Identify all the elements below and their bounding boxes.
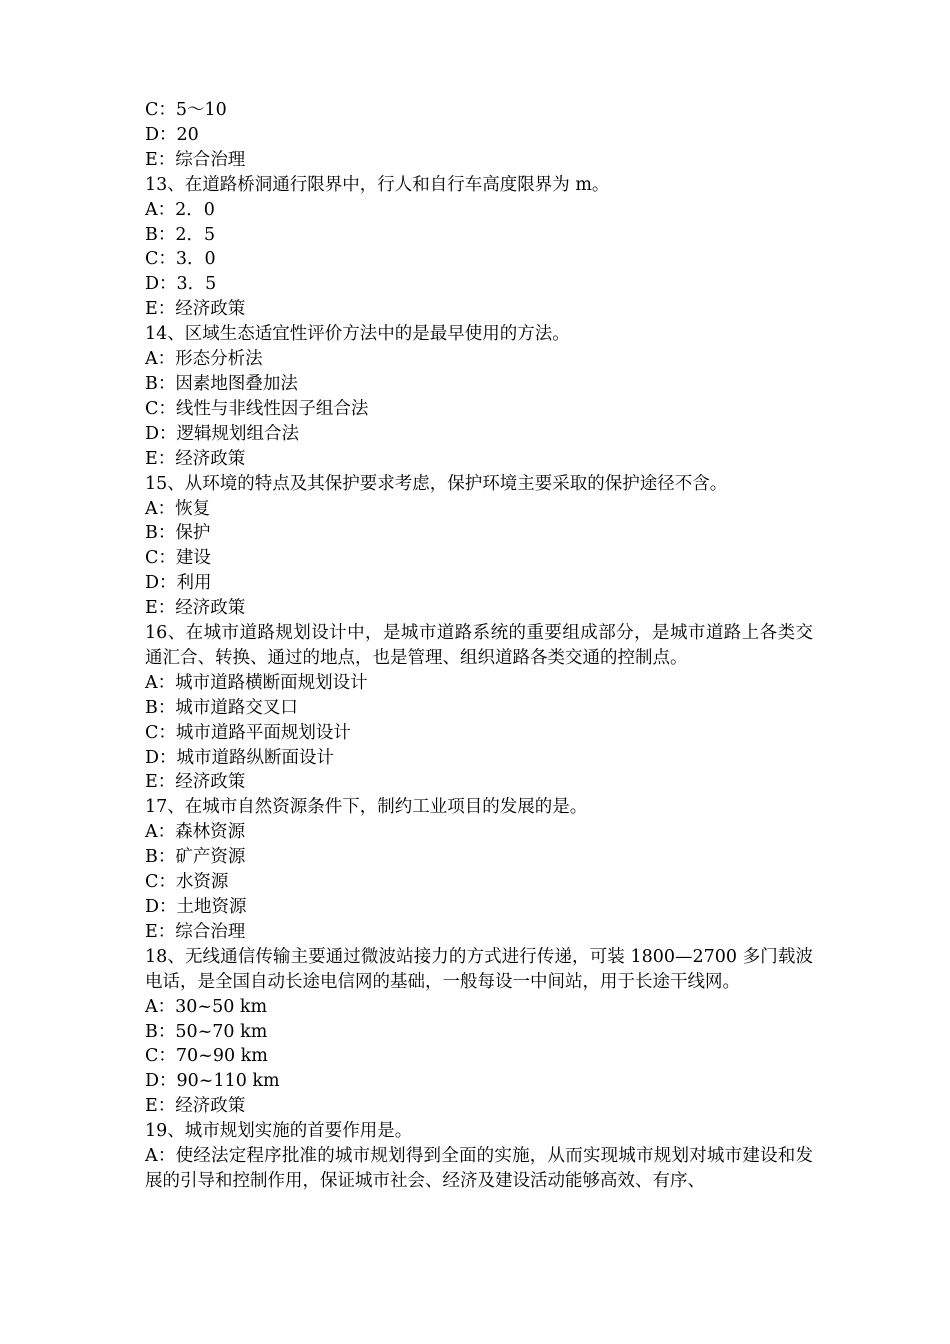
option-e: E：经济政策 [145,299,246,320]
option-b: B：因素地图叠加法 [145,373,298,394]
option-c: C：5～10 [145,100,227,120]
option-d: D：城市道路纵断面设计 [145,747,335,768]
option-d: D：3．5 [145,274,217,295]
option-a: A：城市道路横断面规划设计 [145,672,368,693]
option-e: E：经济政策 [145,598,246,619]
option-e: E：综合治理 [145,921,246,942]
question-18: 18、无线通信传输主要通过微波站接力的方式进行传递，可装 1800—2700 多门载波电话，是全国自动长途电信网的基础，一般每设一中间站，用于长途干线网。 [145,946,813,992]
option-a: A：形态分析法 [145,349,263,370]
option-c: C：70~90 km [145,1046,268,1067]
question-17: 17、在城市自然资源条件下，制约工业项目的发展的是。 [145,797,588,818]
option-b: B：矿产资源 [145,847,246,868]
option-c: C：城市道路平面规划设计 [145,722,351,743]
option-b: B：城市道路交叉口 [145,697,298,718]
option-b: B：2．5 [145,224,216,245]
option-d: D：90~110 km [145,1071,280,1092]
option-a: A：恢复 [145,498,211,519]
option-c: C：建设 [145,548,211,569]
option-d: D：利用 [145,573,212,594]
option-a: A：30~50 km [145,996,268,1017]
question-14: 14、区域生态适宜性评价方法中的是最早使用的方法。 [145,324,570,345]
option-b: B：保护 [145,523,211,544]
option-e: E：经济政策 [145,772,246,793]
option-a: A：森林资源 [145,822,246,843]
option-c: C：3．0 [145,249,216,270]
question-19: 19、城市规划实施的首要作用是。 [145,1121,413,1142]
question-15: 15、从环境的特点及其保护要求考虑，保护环境主要采取的保护途径不含。 [145,473,728,494]
option-e: E：经济政策 [145,1096,246,1117]
document-body [145,98,813,1194]
option-d: D：逻辑规划组合法 [145,423,300,444]
option-c: C：线性与非线性因子组合法 [145,398,369,419]
question-16: 16、在城市道路规划设计中，是城市道路系统的重要组成部分，是城市道路上各类交通汇合、转换、通过的地点，也是管理、组织道路各类交通的控制点。 [145,623,813,668]
option-a: A：使经法定程序批准的城市规划得到全面的实施，从而实现城市规划对城市建设和发展的引导和控制作用，保证城市社会、经济及建设活动能够高效、有序、 [145,1146,813,1191]
option-d: D：20 [145,124,199,145]
option-e: E：综合治理 [145,149,246,170]
option-e: E：经济政策 [145,448,246,469]
option-a: A：2．0 [145,199,215,220]
question-13: 13、在道路桥洞通行限界中，行人和自行车高度限界为 m。 [145,174,610,195]
option-c: C：水资源 [145,872,229,893]
option-b: B：50~70 km [145,1021,268,1042]
option-d: D：土地资源 [145,897,247,917]
